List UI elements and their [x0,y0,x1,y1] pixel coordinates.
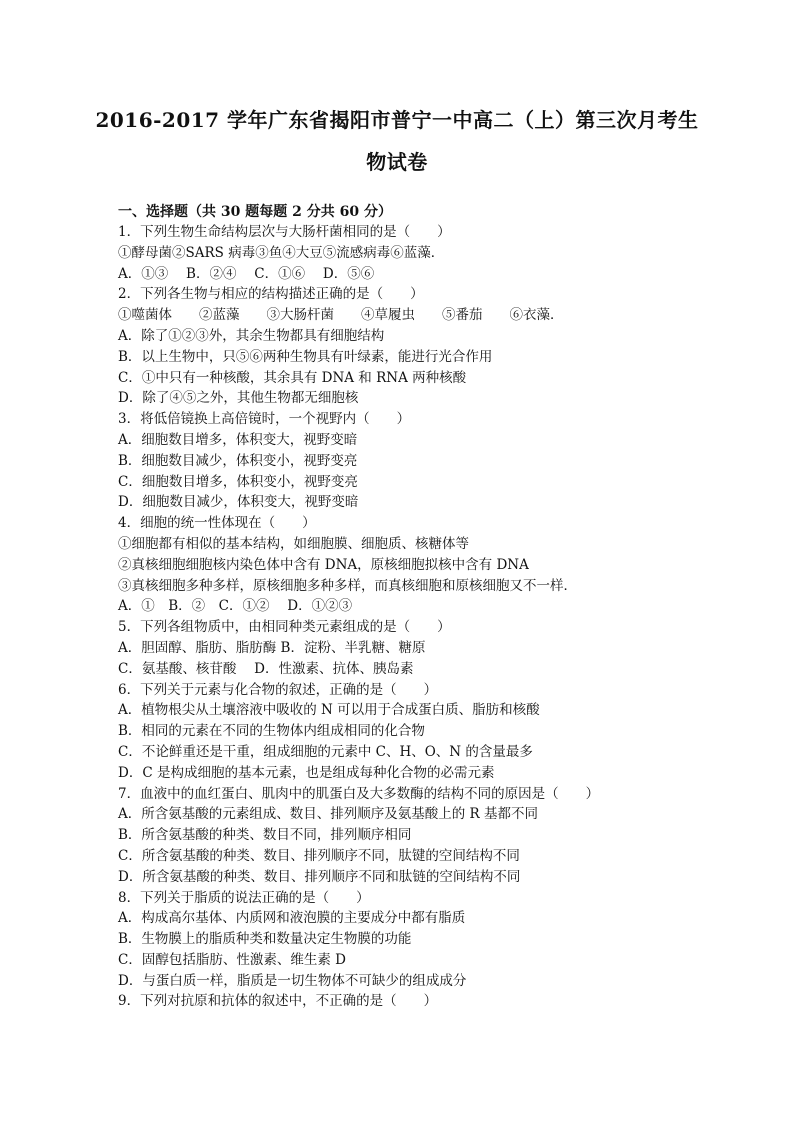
question-line: D．所含氨基酸的种类、数目、排列顺序不同和肽链的空间结构不同 [118,868,521,885]
question-line: C．固醇包括脂肪、性激素、维生素 D [118,951,346,968]
question-line: C．所含氨基酸的种类、数目、排列顺序不同，肽键的空间结构不同 [118,847,520,864]
question-line: ①噬菌体 ②蓝藻 ③大肠杆菌 ④草履虫 ⑤番茄 ⑥衣藻． [118,307,564,324]
question-line: 6．下列关于元素与化合物的叙述，正确的是（ ） [118,681,438,698]
question-line: ③真核细胞多种多样，原核细胞多种多样，而真核细胞和原核细胞又不一样． [118,577,577,594]
question-line: A．构成高尔基体、内质网和液泡膜的主要成分中都有脂质 [118,910,466,927]
question-line: 7．血液中的血红蛋白、肌肉中的肌蛋白及大多数酶的结构不同的原因是（ ） [118,785,600,802]
question-line: B．以上生物中，只⑤⑥两种生物具有叶绿素，能进行光合作用 [118,348,493,365]
question-line: 3．将低倍镜换上高倍镜时，一个视野内（ ） [118,411,411,428]
question-line: 2．下列各生物与相应的结构描述正确的是（ ） [118,286,424,303]
question-lines [118,222,718,1012]
question-line: A．① B．② C．①② D．①②③ [118,598,353,615]
question-line: B．相同的元素在不同的生物体内组成相同的化合物 [118,723,425,740]
question-line: 4．细胞的统一性体现在（ ） [118,515,316,532]
question-line: A．细胞数目增多，体积变大，视野变暗 [118,431,358,448]
page-title-line-1: 2016-2017 学年广东省揭阳市普宁一中高二（上）第三次月考生 [95,108,699,132]
question-line: C．氨基酸、核苷酸 D．性激素、抗体、胰岛素 [118,660,414,677]
question-line: D．除了④⑤之外，其他生物都无细胞核 [118,390,359,407]
question-line: 8．下列关于脂质的说法正确的是（ ） [118,889,370,906]
question-line: C．细胞数目增多，体积变小，视野变亮 [118,473,358,490]
question-line: ②真核细胞细胞核内染色体中含有 DNA，原核细胞拟核中含有 DNA [118,556,529,573]
question-line: C．①中只有一种核酸，其余具有 DNA 和 RNA 两种核酸 [118,369,467,386]
question-line: D．与蛋白质一样，脂质是一切生物体不可缺少的组成成分 [118,972,467,989]
page-title-line-2: 物试卷 [366,150,428,174]
question-line: ①酵母菌②SARS 病毒③鱼④大豆⑤流感病毒⑥蓝藻． [118,244,445,261]
section-heading: 一、选择题（共 30 题每题 2 分共 60 分） [118,204,392,220]
question-line: B．所含氨基酸的种类、数目不同，排列顺序相同 [118,827,412,844]
question-line: 9．下列对抗原和抗体的叙述中，不正确的是（ ） [118,993,438,1010]
question-line: A．①③ B．②④ C．①⑥ D．⑤⑥ [118,265,375,282]
question-line: ①细胞都有相似的基本结构，如细胞膜、细胞质、核糖体等 [118,535,469,552]
question-line: A．除了①②③外，其余生物都具有细胞结构 [118,327,385,344]
question-line: C．不论鲜重还是干重，组成细胞的元素中 C、H、O、N 的含量最多 [118,743,533,760]
question-line: D．C 是构成细胞的基本元素，也是组成每种化合物的必需元素 [118,764,495,781]
question-line: 5．下列各组物质中，由相同种类元素组成的是（ ） [118,619,451,636]
question-line: D．细胞数目减少，体积变大，视野变暗 [118,494,359,511]
question-line: A．植物根尖从土壤溶液中吸收的 N 可以用于合成蛋白质、脂肪和核酸 [118,702,540,719]
question-line: B．细胞数目减少，体积变小，视野变亮 [118,452,358,469]
question-line: B．生物膜上的脂质种类和数量决定生物膜的功能 [118,931,412,948]
question-line: A．所含氨基酸的元素组成、数目、排列顺序及氨基酸上的 R 基都不同 [118,806,538,823]
question-line: 1．下列生物生命结构层次与大肠杆菌相同的是（ ） [118,224,451,240]
question-line: A．胆固醇、脂肪、脂肪酶 B．淀粉、半乳糖、糖原 [118,639,426,656]
